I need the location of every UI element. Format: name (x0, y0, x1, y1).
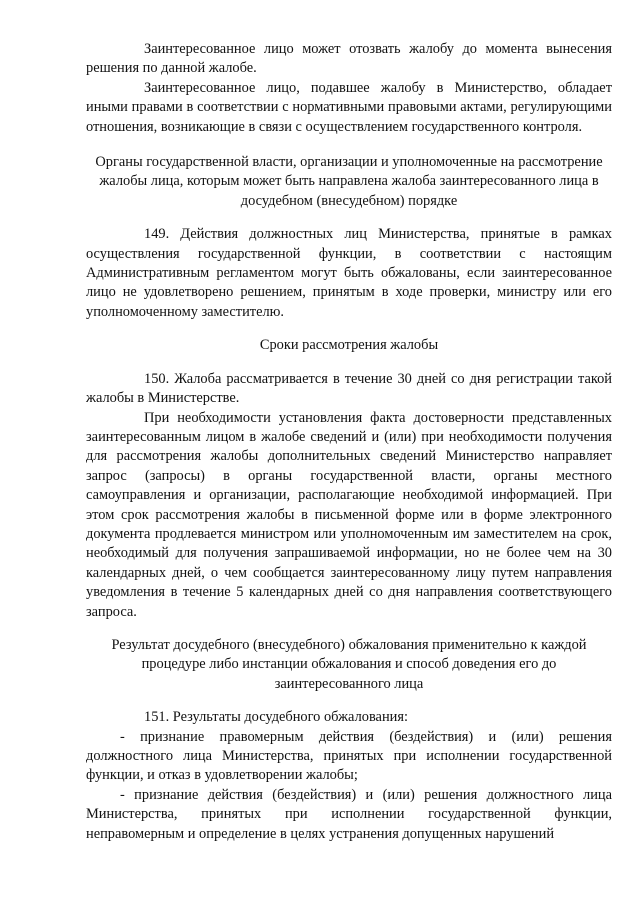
section-heading-review-terms: Сроки рассмотрения жалобы (259, 337, 439, 354)
paragraph-150-continued: При необходимости установления факта достоверности представленных заинтересованным лицом в жалобе сведений и (или) при необходимости получения для рассмотрения жалобы дополнительных сведений Министерство направляет запрос (запросы) в органы государственной власти, органы местного самоуправления и организации, располагающие необходимой информацией. При этом срок рассмотрения жалобы в письменной форме или в форме электронного документа продлевается министром или уполномоченным им заместителем на срок, необходимый для получения запрашиваемой информации, но не более чем на 30 календарных дней, о чем сообщается заинтересованному лицу путем направления уведомления в течение 5 календарных дней со дня направления соответствующего запроса. (86, 409, 612, 620)
section-heading-authorities: Органы государственной власти, организации и уполномоченные на рассмотрение жалобы лица, которым может быть направлена жалоба заинтересованного лица в досудебном (внесудебном) порядке (95, 154, 603, 209)
section-heading-appeal-result: Результат досудебного (внесудебного) обжалования применительно к каждой процедуре либо инстанции обжалования и способ доведения его до заинтересованного лица (111, 636, 587, 692)
paragraph-withdraw-complaint: Заинтересованное лицо может отозвать жалобу до момента вынесения решения по данной жалобе. (86, 41, 612, 77)
list-item-unlawful: - признание действия (бездействия) и (или) решения должностного лица Министерства, принятых при исполнении государственной функции, неправомерным и определение в целях устранения допущенных нарушений (86, 786, 612, 842)
paragraph-150: 150. Жалоба рассматривается в течение 30 дней со дня регистрации такой жалобы в Министерстве. (86, 370, 612, 407)
paragraph-complainant-rights: Заинтересованное лицо, подавшее жалобу в Министерство, обладает иными правами в соответствии с нормативными правовыми актами, регулирующими отношения, возникающие в связи с осуществлением государственного контроля. (86, 79, 612, 135)
paragraph-151: 151. Результаты досудебного обжалования: (144, 709, 408, 726)
list-item-lawful: - признание правомерным действия (бездействия) и (или) решения должностного лица Министерства, принятых при исполнении государственной функции, и отказ в удовлетворении жалобы; (86, 728, 612, 784)
paragraph-149: 149. Действия должностных лиц Министерства, принятые в рамках осуществления государственной функции, в соответствии с настоящим Административным регламентом могут быть обжалованы, если заинтересованное лицо не удовлетворено решением, принятым в ходе проверки, министру или его уполномоченному заместителю. (86, 226, 612, 320)
document-page (86, 40, 612, 844)
